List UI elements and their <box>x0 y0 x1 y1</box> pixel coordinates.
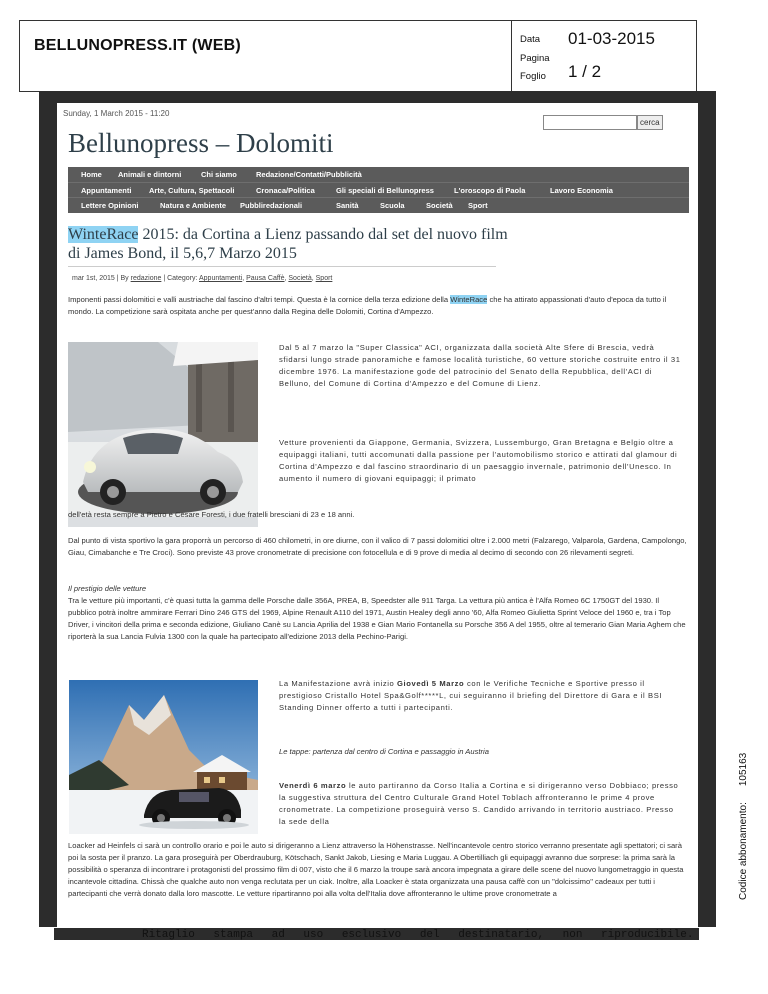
nav-item-animali[interactable]: Animali e dintorni <box>118 170 182 179</box>
nav-item-pubbliredazionali[interactable]: Pubbliredazionali <box>240 201 303 210</box>
article-paragraph-6-tail: Loacker ad Heinfels ci sarà un controllo orario e poi le auto si dirigeranno a Lienz attraverso la Höhenstrasse. Nell'incantevole centro storico verranno presentate agli spettatori; ci sarà poi la sosta per il pranzo. La gara proseguirà per Oberdrauburg, Kötschach, Sankt Jakob, Liesing e Maria Luggau. A Obertilliach gli equipaggi avranno due sorprese: la prima sarà la possibilità o speranza di incontrare i protagonisti del prossimo film di 007, visto che il 6 marzo la troupe sarà ancora impegnata a girare delle scene del nuovo lungometraggio in questa incantevole cittadina. Chissà che qualche auto non venga reclutata per un ciak. Inoltre, alla Loacker è stata organizzata una pausa caffè con un "dolcissimo" cadeaux per tutti i partecipanti che verrà donato dalla loro mascotte. Le vetture ripartiranno poi alla volta dell'Italia dove affronteranno le ultime prove cronometrate a <box>68 841 684 898</box>
data-value: 01-03-2015 <box>568 29 655 48</box>
title-divider <box>68 266 496 267</box>
vintage-car-mountain-photo <box>69 680 258 834</box>
article-title[interactable] <box>68 225 508 263</box>
p6-date: Venerdì 6 marzo <box>279 781 347 790</box>
nav-item-oroscopo[interactable]: L'oroscopo di Paola <box>454 186 526 195</box>
search-button[interactable]: cerca <box>637 115 663 130</box>
dateline: Sunday, 1 March 2015 - 11:20 <box>63 109 170 118</box>
press-clipping-header <box>19 20 697 92</box>
article-paragraph-3: Dal punto di vista sportivo la gara proporrà un percorso di 460 chilometri, in ore diurne, con il valico di 7 passi dolomitici oltre i 2.000 metri (Falzarego, Valparola, Gardena, Campolongo, Giau, Cimabanche e Tre Croci). Sono previste 43 prove cronometrate di precisione con fotocellula e di 9 prove di media al decimo di secondo con 26 rilevamenti segreti. <box>68 536 687 557</box>
subscription-code-value: 105163 <box>738 752 749 787</box>
nav-item-sanita[interactable]: Sanità <box>336 201 359 210</box>
category-link-appuntamenti[interactable]: Appuntamenti <box>199 275 243 282</box>
section-heading-tappe <box>279 746 682 758</box>
nav-row-2 <box>68 182 689 198</box>
nav-item-scuola[interactable]: Scuola <box>380 201 405 210</box>
article-paragraph-6 <box>279 780 682 828</box>
pagina-label: Pagina <box>520 53 550 64</box>
subscription-code <box>738 753 749 900</box>
reproduction-notice: Ritaglio stampa ad uso esclusivo del destinatario, non riproducibile. <box>142 929 694 941</box>
category-link-pausa-caffe[interactable]: Pausa Caffè <box>246 275 285 282</box>
clipping-meta <box>511 21 696 91</box>
nav-item-sport[interactable]: Sport <box>468 201 488 210</box>
nav-item-redazione[interactable]: Redazione/Contatti/Pubblicità <box>256 170 362 179</box>
subscription-code-label: Codice abbonamento: <box>738 802 749 900</box>
nav-item-lettere[interactable]: Lettere Opinioni <box>81 201 139 210</box>
porsche-snow-photo <box>68 342 258 527</box>
main-navigation <box>68 167 689 213</box>
category-link-sport[interactable]: Sport <box>315 275 333 282</box>
intro-text-b: che ha attirato appassionati d'auto d'epoca da tutto il mondo. La competizione sarà ospitata anche per quest'anno dalla Regina delle Dolomiti, Cortina d'Ampezzo. <box>68 295 667 316</box>
p5-text-b: con le Verifiche Tecniche e Sportive presso il prestigioso Cristallo Hotel Spa&Golf*****L, cui seguiranno il briefing del Direttore di Gara e il BSI Standing Dinner offerto a tutti i partecipanti. <box>279 679 663 712</box>
article-paragraph-4: Tra le vetture più importanti, c'è quasi tutta la gamma delle Porsche dalle 356A, PREA, B, Speedster alle 911 Targa. La vettura più antica è l'Alfa Romeo 6C 1750GT del 1930. Il pubblico potrà inoltre ammirare Ferrari Dino 246 GTS del 1969, Alpine Renault A110 del 1971, Austin Healey degli anno '60, Alfa Romeo Giulietta Sprint Veloce del 1960 e, tra i Top Driver, i vincitori della prima e seconda edizione, Giuliano Canè su Lancia Aprilia del 1938 e Gian Mario Fontanella su Porsche 356 A del 1955, oltre al temerario Gian Maria Aghem che riporterà la sua Lancia Fulvia 1300 con la quale ha partecipato all'edizione 2013 della Pechino-Parigi. <box>68 596 686 641</box>
p6-text: le auto partiranno da Corso Italia a Cortina e si dirigeranno verso Dobbiaco; presso la suggestiva struttura del Centro Culturale Grand Hotel Toblach affronteranno le prime 4 prove cronometrate. La competizione proseguirà verso S. Candido arrivando in territorio austriaco. Presso la sede della <box>279 781 679 826</box>
title-rest: 2015: da Cortina a Lienz passando dal set del nuovo film di James Bond, il 5,6,7 Marzo 2015 <box>68 226 508 262</box>
nav-item-cronaca[interactable]: Cronaca/Politica <box>256 186 315 195</box>
nav-item-speciali[interactable]: Gli speciali di Bellunopress <box>336 186 434 195</box>
intro-text-a: Imponenti passi dolomitici e valli austriache dal fascino d'altri tempi. Questa è la cornice della terza edizione della <box>68 295 451 304</box>
p5-text-a: La Manifestazione avrà inizio <box>279 679 398 688</box>
article-paragraph-2: Vetture provenienti da Giappone, Germania, Svizzera, Lussemburgo, Gran Bretagna e Belgio oltre a equipaggi italiani, tutti accomunati dalla passione per l'automobilismo storico e attirati dal glamour di Cortina d'Ampezzo e dal fascino straordinario di un paesaggio invernale, patrimonio dell'Unesco. In aumento il numero di giovani equipaggi; il primato <box>279 438 678 483</box>
web-page-clipping <box>39 91 716 927</box>
article-paragraph-2-tail: dell'età resta sempre a Pietro e Cesare Foresti, i due fratelli bresciani di 23 e 18 anni. <box>68 510 355 519</box>
intro-highlight: WinteRace <box>450 295 488 304</box>
heading-text: Il prestigio delle vetture <box>68 584 147 593</box>
author-link[interactable]: redazione <box>130 275 162 282</box>
section-heading-prestigio <box>68 583 688 595</box>
nav-item-natura[interactable]: Natura e Ambiente <box>160 201 226 210</box>
web-page <box>57 103 698 927</box>
nav-item-lavoro[interactable]: Lavoro Economia <box>550 186 613 195</box>
nav-item-appuntamenti[interactable]: Appuntamenti <box>81 186 132 195</box>
tappe-heading-text: Le tappe: partenza dal centro di Cortina e passaggio in Austria <box>279 747 489 756</box>
nav-item-chi-siamo[interactable]: Chi siamo <box>201 170 237 179</box>
nav-row-3 <box>68 197 689 213</box>
nav-row-1 <box>68 167 689 182</box>
foglio-label: Foglio <box>520 71 546 82</box>
byline-category-label: | Category: <box>161 275 199 282</box>
foglio-value: 1 / 2 <box>568 62 602 81</box>
nav-item-societa[interactable]: Società <box>426 201 453 210</box>
article-byline: mar 1st, 2015 | By redazione | Category: Appuntamenti, Pausa Caffè, Società, Sport <box>72 275 333 282</box>
search-input[interactable] <box>543 115 637 130</box>
title-highlight: WinteRace <box>68 226 139 243</box>
article-intro <box>68 294 688 318</box>
nav-item-arte[interactable]: Arte, Cultura, Spettacoli <box>149 186 235 195</box>
category-link-societa[interactable]: Società <box>288 275 312 282</box>
byline-date: mar 1st, 2015 | By <box>72 275 131 282</box>
data-label: Data <box>520 34 541 45</box>
nav-item-home[interactable]: Home <box>81 170 102 179</box>
publication-name: BELLUNOPRESS.IT (WEB) <box>34 37 241 54</box>
site-title[interactable]: Bellunopress – Dolomiti <box>68 128 334 158</box>
article-paragraph-1: Dal 5 al 7 marzo la "Super Classica" ACI, organizzata dalla società Alte Sfere di Brescia, vedrà sfidarsi lungo strade panoramiche e famose località turistiche, 60 vetture storiche costruite entro il 31 dicembre 1976. La manifestazione gode del patrocinio del Senato della Repubblica, dell'ACI di Belluno, del Comune di Cortina d'Ampezzo e del Comune di Lienz. <box>279 343 681 388</box>
article-paragraph-5 <box>279 678 682 714</box>
p5-date: Giovedì 5 Marzo <box>397 679 465 688</box>
